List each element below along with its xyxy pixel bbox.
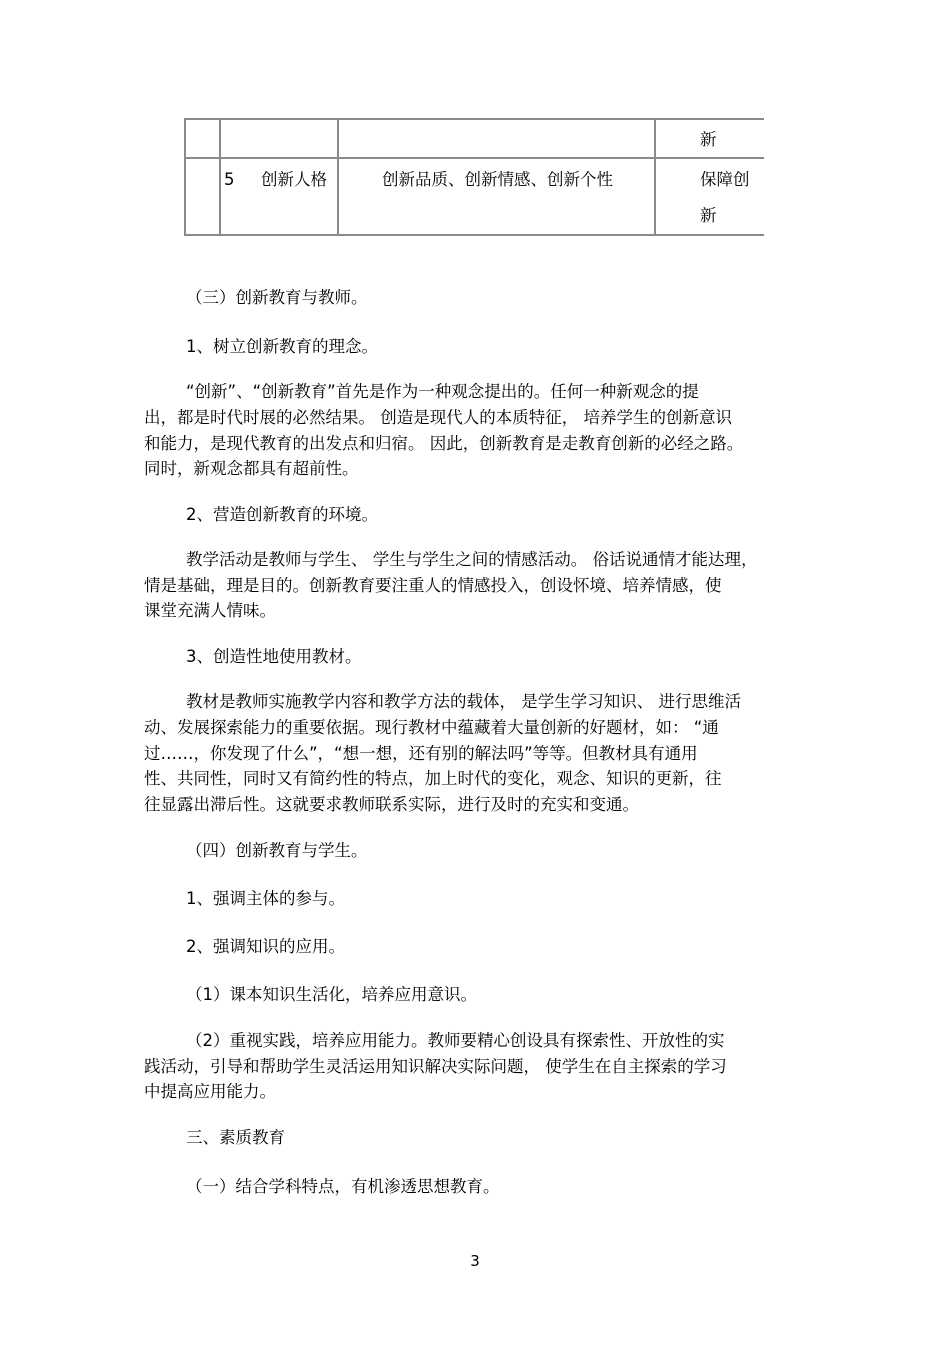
paragraph-line: 同时，新观念都具有超前性。 bbox=[144, 459, 359, 478]
table-cell-name: 创新人格 bbox=[261, 170, 327, 189]
subheading: 1、树立创新教育的理念。 bbox=[186, 337, 378, 356]
paragraph-line: 情是基础，理是目的。创新教育要注重人的情感投入，创设怀境、培养情感，使 bbox=[144, 576, 722, 595]
section-heading: （四）创新教育与学生。 bbox=[186, 841, 368, 860]
subheading: 3、创造性地使用教材。 bbox=[186, 647, 362, 666]
section-heading: 三、素质教育 bbox=[186, 1128, 285, 1147]
table-row-divider bbox=[184, 157, 764, 159]
paragraph-line: 动、发展探索能力的重要依据。现行教材中蕴藏着大量创新的好题材，如： “通 bbox=[144, 718, 719, 737]
table-cell-prev-col4: 新 bbox=[700, 130, 717, 149]
paragraph-line: （2）重视实践，培养应用能力。教师要精心创设具有探索性、开放性的实 bbox=[186, 1031, 725, 1050]
table-border-top bbox=[184, 118, 764, 120]
table bbox=[184, 118, 764, 236]
subheading: （1）课本知识生活化，培养应用意识。 bbox=[186, 985, 477, 1004]
paragraph-line: 往显露出滞后性。这就要求教师联系实际，进行及时的充实和变通。 bbox=[144, 795, 639, 814]
paragraph-line: 性、共同性，同时又有简约性的特点，加上时代的变化，观念、知识的更新，往 bbox=[144, 769, 722, 788]
subheading: 2、强调知识的应用。 bbox=[186, 937, 345, 956]
table-col-line bbox=[219, 118, 221, 236]
paragraph-line: “创新”、“创新教育”首先是作为一种观念提出的。任何一种新观念的提 bbox=[186, 382, 699, 401]
section-heading: （三）创新教育与教师。 bbox=[186, 288, 368, 307]
table-border-bottom bbox=[184, 234, 764, 236]
table-col-line bbox=[184, 118, 186, 236]
subheading: （一）结合学科特点，有机渗透思想教育。 bbox=[186, 1177, 500, 1196]
table-cell-col4-line2: 新 bbox=[700, 206, 717, 225]
table-col-line bbox=[337, 118, 339, 236]
table-cell-content: 创新品质、创新情感、创新个性 bbox=[382, 170, 613, 189]
paragraph-line: 和能力，是现代教育的出发点和归宿。 因此，创新教育是走教育创新的必经之路。 bbox=[144, 434, 744, 453]
table-cell-no: 5 bbox=[224, 170, 235, 189]
subheading: 2、营造创新教育的环境。 bbox=[186, 505, 378, 524]
paragraph-line: 中提高应用能力。 bbox=[144, 1082, 276, 1101]
page-number: 3 bbox=[470, 1252, 480, 1270]
paragraph-line: 教学活动是教师与学生、 学生与学生之间的情感活动。 俗话说通情才能达理， bbox=[186, 550, 758, 569]
table-col-line bbox=[654, 118, 656, 236]
paragraph-line: 出，都是时代时展的必然结果。 创造是现代人的本质特征， 培养学生的创新意识 bbox=[144, 408, 732, 427]
paragraph-line: 过……，你发现了什么”，“想一想，还有别的解法吗”等等。但教材具有通用 bbox=[144, 744, 698, 763]
paragraph-line: 课堂充满人情味。 bbox=[144, 601, 276, 620]
table-cell-col4-line1: 保障创 bbox=[700, 170, 750, 189]
subheading: 1、强调主体的参与。 bbox=[186, 889, 345, 908]
paragraph-line: 教材是教师实施教学内容和教学方法的载体， 是学生学习知识、 进行思维活 bbox=[186, 692, 741, 711]
paragraph-line: 践活动，引导和帮助学生灵活运用知识解决实际问题， 使学生在自主探索的学习 bbox=[144, 1057, 727, 1076]
